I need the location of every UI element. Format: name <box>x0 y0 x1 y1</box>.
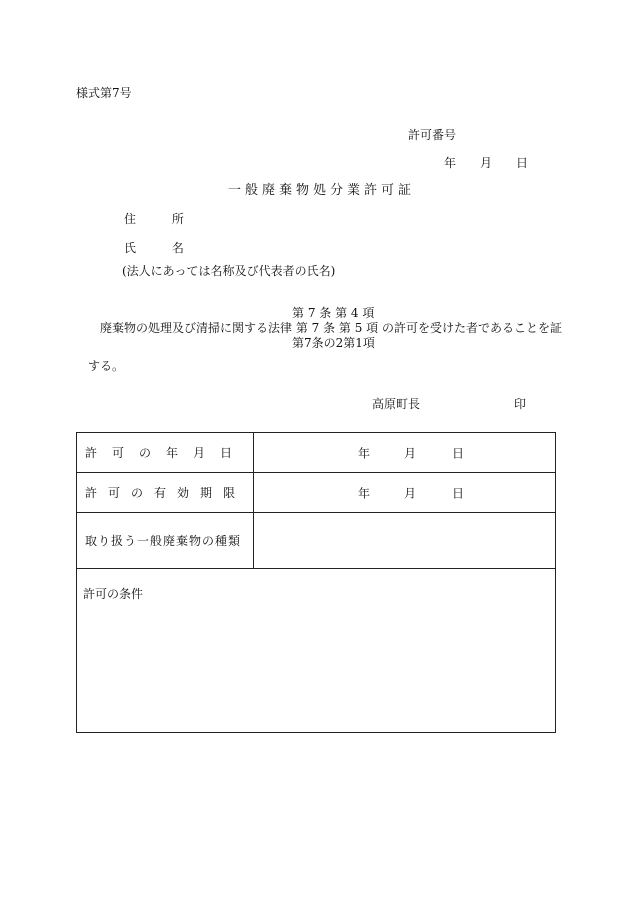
article-above: 第 7 条 第 4 項 <box>292 306 375 320</box>
permit-date-value-cell <box>254 433 556 473</box>
permit-info-table <box>76 432 556 733</box>
permit-date-label: 許可の年月日 <box>85 446 248 460</box>
table-row <box>77 473 556 513</box>
permit-date-month: 月 <box>404 446 417 460</box>
validity-month: 月 <box>404 486 417 500</box>
issue-date-month: 月 <box>480 156 493 170</box>
table-row <box>77 513 556 569</box>
permit-date-label-cell <box>77 433 254 473</box>
validity-value-cell <box>254 473 556 513</box>
name-note: (法人にあっては名称及び代表者の氏名) <box>122 264 336 278</box>
address-label: 住 所 <box>124 212 200 226</box>
table-row <box>77 433 556 473</box>
article-below: 第7条の2第1項 <box>292 336 375 350</box>
body-line: 廃棄物の処理及び清掃に関する法律 第 7 条 第 5 項 の許可を受けた者であることを証 <box>100 321 562 335</box>
validity-label: 許可の有効期限 <box>85 486 247 500</box>
seal-mark: 印 <box>514 397 527 411</box>
permit-number-label: 許可番号 <box>408 128 457 142</box>
form-number: 様式第7号 <box>76 86 132 100</box>
waste-type-label: 取り扱う一般廃棄物の種類 <box>85 534 242 548</box>
conditions-cell <box>77 569 556 733</box>
issue-date-year: 年 <box>444 156 457 170</box>
name-label: 氏 名 <box>124 241 200 255</box>
conditions-label: 許可の条件 <box>83 587 144 601</box>
waste-type-value-cell <box>254 513 556 569</box>
body-end: する。 <box>88 359 125 373</box>
issue-date-day: 日 <box>516 156 529 170</box>
validity-year: 年 <box>358 486 371 500</box>
validity-day: 日 <box>452 486 465 500</box>
permit-date-day: 日 <box>452 446 465 460</box>
table-row <box>77 569 556 733</box>
permit-date-year: 年 <box>358 446 371 460</box>
document-title: 一般廃棄物処分業許可証 <box>228 183 416 198</box>
waste-type-label-cell <box>77 513 254 569</box>
validity-label-cell <box>77 473 254 513</box>
issuer-name: 高原町長 <box>372 397 421 411</box>
